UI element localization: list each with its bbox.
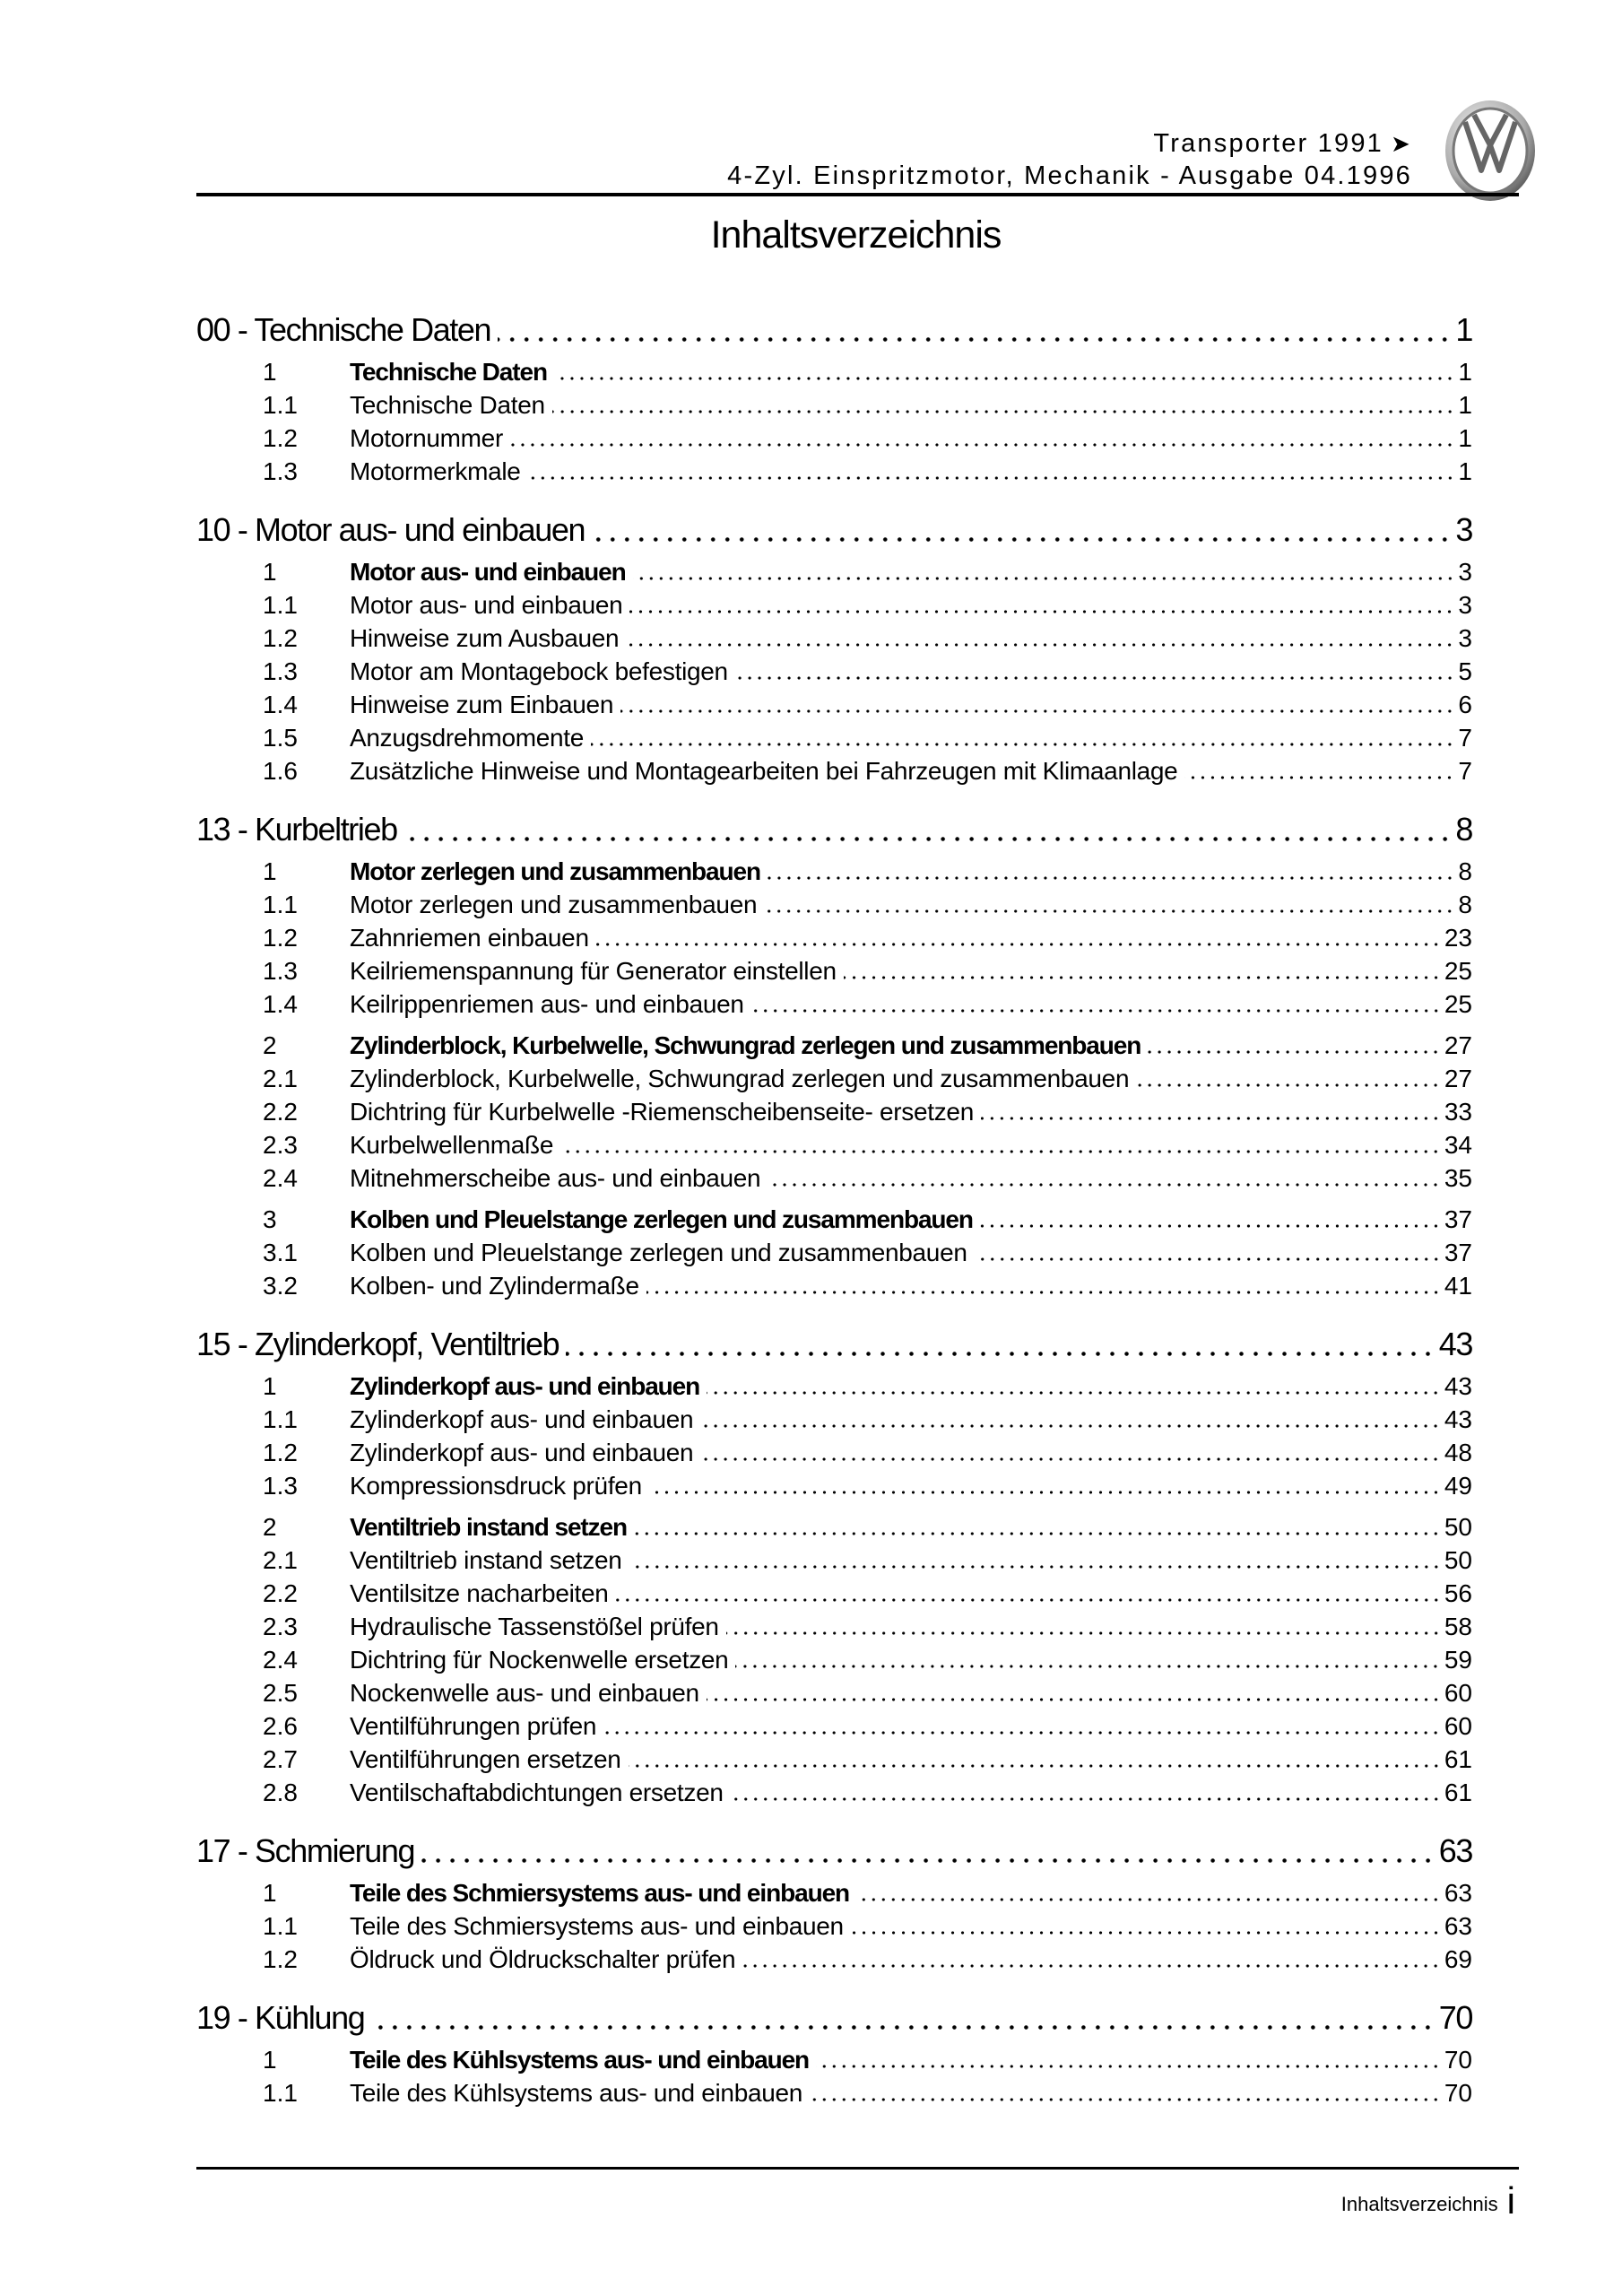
chapter-title: 10 - Motor aus- und einbauen [196, 511, 585, 548]
entry-page: 3 [1458, 591, 1472, 619]
toc-entry[interactable] [196, 1027, 1472, 1060]
toc-entry[interactable] [196, 1575, 1472, 1608]
header-subtitle: 4-Zyl. Einspritzmotor, Mechanik - Ausgabe 04.1996 [727, 161, 1412, 190]
chapter-entries [196, 1368, 1472, 1807]
entry-page: 3 [1458, 624, 1472, 652]
toc-chapter[interactable] [196, 1320, 1472, 1363]
entry-page: 25 [1444, 990, 1472, 1018]
entry-title: Kompressionsdruck prüfen [350, 1472, 642, 1500]
dot-leader [371, 2020, 1435, 2031]
entry-title: Ventilführungen prüfen [350, 1712, 597, 1740]
dot-leader [731, 1793, 1441, 1802]
entry-number: 1.3 [263, 1472, 298, 1500]
dot-leader [629, 1561, 1441, 1570]
entry-number: 1.1 [263, 1912, 298, 1940]
entry-title: Zylinderblock, Kurbelwelle, Schwungrad zerlegen und zusammenbauen [350, 1031, 1141, 1059]
toc-entry[interactable] [196, 1234, 1472, 1267]
toc-entry[interactable] [196, 1467, 1472, 1500]
entry-page: 50 [1444, 1546, 1472, 1574]
entry-number: 2.2 [263, 1098, 298, 1126]
dot-leader [552, 405, 1455, 414]
page-title: Inhaltsverzeichnis [710, 213, 1002, 257]
entry-page: 27 [1444, 1065, 1472, 1092]
entry-group [196, 853, 1472, 1019]
entry-title: Technische Daten [350, 391, 545, 419]
entry-title: Teile des Kühlsystems aus- und einbauen [350, 2079, 803, 2107]
entry-number: 2.2 [263, 1579, 298, 1607]
entry-page: 70 [1444, 2046, 1472, 2074]
dot-leader [554, 372, 1454, 381]
entry-number: 2.8 [263, 1779, 298, 1806]
entry-number: 1.5 [263, 724, 298, 752]
toc-entry[interactable] [196, 1368, 1472, 1401]
chapter-entries [196, 2041, 1472, 2108]
entry-number: 1.3 [263, 957, 298, 985]
dot-leader [975, 1253, 1441, 1262]
toc-entry[interactable] [196, 1126, 1472, 1160]
entry-page: 56 [1444, 1579, 1472, 1607]
dot-leader [735, 1660, 1440, 1669]
entry-number: 1.6 [263, 757, 298, 785]
toc-entry[interactable] [196, 919, 1472, 952]
entry-page: 7 [1458, 757, 1472, 785]
entry-page: 1 [1458, 424, 1472, 452]
entry-page: 70 [1444, 2079, 1472, 2107]
dot-leader [626, 639, 1454, 648]
dot-leader [700, 1453, 1441, 1462]
toc-entry[interactable] [196, 1741, 1472, 1774]
toc-entry[interactable] [196, 1093, 1472, 1126]
entry-title: Motor aus- und einbauen [350, 558, 626, 586]
entry-title: Motor zerlegen und zusammenbauen [350, 891, 758, 918]
entry-number: 1 [263, 857, 277, 885]
entry-title: Teile des Kühlsystems aus- und einbauen [350, 2046, 810, 2074]
toc-entry[interactable] [196, 1941, 1472, 1974]
dot-leader [498, 332, 1452, 343]
entry-page: 5 [1458, 657, 1472, 685]
entry-group [196, 1509, 1472, 1807]
entry-number: 2.4 [263, 1164, 298, 1192]
entry-title: Ventiltrieb instand setzen [350, 1546, 622, 1574]
entry-number: 1.2 [263, 1439, 298, 1466]
chapter-entries [196, 553, 1472, 786]
toc-entry[interactable] [196, 686, 1472, 719]
entry-title: Hinweise zum Einbauen [350, 691, 614, 718]
entry-title: Ventilsitze nacharbeiten [350, 1579, 609, 1607]
entry-page: 63 [1444, 1879, 1472, 1907]
toc-entry[interactable] [196, 1641, 1472, 1674]
entry-number: 2.1 [263, 1546, 298, 1574]
entry-group [196, 553, 1472, 786]
entry-page: 37 [1444, 1239, 1472, 1266]
chapter-page: 43 [1438, 1326, 1472, 1362]
toc-entry[interactable] [196, 752, 1472, 786]
chapter-title: 17 - Schmierung [196, 1832, 415, 1869]
entry-title: Kurbelwellenmaße [350, 1131, 554, 1159]
toc-chapter[interactable] [196, 1994, 1472, 2037]
toc-chapter[interactable] [196, 805, 1472, 848]
toc-entry[interactable] [196, 886, 1472, 919]
footer-label: Inhaltsverzeichnis [1340, 2193, 1498, 2215]
dot-leader [633, 572, 1455, 581]
entry-page: 25 [1444, 957, 1472, 985]
header-rule [196, 193, 1519, 196]
chapter-title: 15 - Zylinderkopf, Ventiltrieb [196, 1326, 559, 1362]
entry-number: 1.1 [263, 1405, 298, 1433]
dot-leader [735, 672, 1455, 681]
toc-entry[interactable] [196, 1542, 1472, 1575]
entry-number: 3 [263, 1205, 277, 1233]
entry-title: Hinweise zum Ausbauen [350, 624, 620, 652]
toc-entry[interactable] [196, 620, 1472, 653]
dot-leader [707, 1387, 1441, 1396]
header-vehicle [1153, 129, 1412, 159]
dot-leader [707, 1693, 1441, 1702]
dot-leader [646, 1286, 1441, 1295]
chapter-title: 00 - Technische Daten [196, 311, 491, 348]
toc-entry[interactable] [196, 587, 1472, 620]
toc-entry[interactable] [196, 1434, 1472, 1467]
entry-page: 58 [1444, 1613, 1472, 1640]
dot-leader [844, 971, 1441, 980]
entry-number: 2.3 [263, 1131, 298, 1159]
dot-leader [742, 1960, 1441, 1969]
entry-title: Teile des Schmiersystems aus- und einbauen [350, 1912, 844, 1940]
dot-leader [980, 1220, 1441, 1229]
entry-number: 1.3 [263, 457, 298, 485]
entry-number: 1.3 [263, 657, 298, 685]
entry-title: Zylinderblock, Kurbelwelle, Schwungrad zerlegen und zusammenbauen [350, 1065, 1130, 1092]
entry-number: 1.4 [263, 691, 298, 718]
toc-entry[interactable] [196, 1608, 1472, 1641]
entry-number: 2 [263, 1513, 277, 1541]
entry-page: 61 [1444, 1779, 1472, 1806]
toc-entry[interactable] [196, 553, 1472, 587]
toc-entry[interactable] [196, 1908, 1472, 1941]
entry-page: 61 [1444, 1745, 1472, 1773]
dot-leader [404, 831, 1453, 842]
entry-number: 1.2 [263, 1945, 298, 1973]
entry-title: Ventilschaftabdichtungen ersetzen [350, 1779, 724, 1806]
toc-entry[interactable] [196, 952, 1472, 986]
entry-page: 34 [1444, 1131, 1472, 1159]
dot-leader [616, 1594, 1441, 1603]
dot-leader [726, 1627, 1441, 1636]
table-of-contents [196, 306, 1472, 2108]
toc-entry[interactable] [196, 1401, 1472, 1434]
dot-leader [1148, 1046, 1441, 1055]
entry-page: 69 [1444, 1945, 1472, 1973]
entry-title: Dichtring für Kurbelwelle -Riemenscheibenseite- ersetzen [350, 1098, 974, 1126]
dot-leader [560, 1145, 1441, 1154]
dot-leader [1136, 1079, 1441, 1088]
dot-leader [1184, 771, 1454, 780]
chapter-page: 70 [1438, 1999, 1472, 2036]
entry-page: 7 [1458, 724, 1472, 752]
entry-page: 1 [1458, 358, 1472, 386]
dot-leader [700, 1420, 1441, 1429]
toc-entry[interactable] [196, 2074, 1472, 2108]
dot-leader [851, 1926, 1441, 1935]
entry-title: Technische Daten [350, 358, 547, 386]
entry-number: 1.1 [263, 891, 298, 918]
toc-entry[interactable] [196, 719, 1472, 752]
entry-page: 33 [1444, 1098, 1472, 1126]
entry-page: 8 [1458, 857, 1472, 885]
entry-number: 2.6 [263, 1712, 298, 1740]
entry-page: 37 [1444, 1205, 1472, 1233]
entry-title: Kolben und Pleuelstange zerlegen und zusammenbauen [350, 1239, 967, 1266]
entry-page: 50 [1444, 1513, 1472, 1541]
entry-number: 1.2 [263, 424, 298, 452]
entry-group [196, 2041, 1472, 2108]
toc-entry[interactable] [196, 986, 1472, 1019]
entry-page: 35 [1444, 1164, 1472, 1192]
entry-title: Zylinderkopf aus- und einbauen [350, 1439, 694, 1466]
entry-group [196, 1027, 1472, 1193]
dot-leader [596, 938, 1441, 947]
entry-number: 1 [263, 558, 277, 586]
toc-chapter[interactable] [196, 306, 1472, 349]
toc-entry[interactable] [196, 1267, 1472, 1300]
chapter-title: 19 - Kühlung [196, 1999, 365, 2036]
entry-title: Kolben- und Zylindermaße [350, 1272, 639, 1300]
entry-title: Zusätzliche Hinweise und Montagearbeiten bei Fahrzeugen mit Klimaanlage [350, 757, 1178, 785]
entry-number: 2.4 [263, 1646, 298, 1674]
entry-number: 2.1 [263, 1065, 298, 1092]
entry-page: 60 [1444, 1712, 1472, 1740]
entry-page: 59 [1444, 1646, 1472, 1674]
entry-number: 2 [263, 1031, 277, 1059]
dot-leader [751, 1004, 1441, 1013]
entry-title: Anzugsdrehmomente [350, 724, 585, 752]
entry-number: 2.7 [263, 1745, 298, 1773]
page-number: i [1506, 2179, 1515, 2222]
toc-entry[interactable] [196, 453, 1472, 486]
entry-title: Motor am Montagebock befestigen [350, 657, 728, 685]
entry-title: Ventiltrieb instand setzen [350, 1513, 628, 1541]
footer-rule [196, 2167, 1519, 2170]
chapter-entries [196, 353, 1472, 486]
footer [1340, 2179, 1515, 2222]
arrow-right-icon: ➤ [1391, 130, 1412, 157]
toc-entry[interactable] [196, 1160, 1472, 1193]
toc-entry[interactable] [196, 653, 1472, 686]
entry-group [196, 1201, 1472, 1300]
entry-number: 1.2 [263, 624, 298, 652]
entry-title: Mitnehmerscheibe aus- und einbauen [350, 1164, 761, 1192]
entry-number: 3.1 [263, 1239, 298, 1266]
entry-title: Motor aus- und einbauen [350, 591, 623, 619]
entry-title: Nockenwelle aus- und einbauen [350, 1679, 699, 1707]
entry-number: 1.1 [263, 2079, 298, 2107]
entry-page: 1 [1458, 457, 1472, 485]
entry-page: 27 [1444, 1031, 1472, 1059]
entry-page: 6 [1458, 691, 1472, 718]
toc-entry[interactable] [196, 1509, 1472, 1542]
dot-leader [768, 1178, 1441, 1187]
toc-entry[interactable] [196, 1674, 1472, 1708]
entry-title: Motornummer [350, 424, 503, 452]
entry-number: 2.3 [263, 1613, 298, 1640]
dot-leader [528, 472, 1455, 481]
dot-leader [629, 605, 1454, 614]
toc-entry[interactable] [196, 853, 1472, 886]
entry-page: 23 [1444, 924, 1472, 952]
entry-number: 1 [263, 1372, 277, 1400]
entry-page: 1 [1458, 391, 1472, 419]
toc-entry[interactable] [196, 1060, 1472, 1093]
entry-page: 48 [1444, 1439, 1472, 1466]
entry-number: 1 [263, 1879, 277, 1907]
toc-chapter[interactable] [196, 506, 1472, 549]
dot-leader [768, 872, 1454, 881]
entry-title: Motor zerlegen und zusammenbauen [350, 857, 760, 885]
entry-page: 43 [1444, 1372, 1472, 1400]
entry-page: 43 [1444, 1405, 1472, 1433]
dot-leader [421, 1853, 1436, 1864]
entry-number: 1.4 [263, 990, 298, 1018]
dot-leader [566, 1346, 1436, 1357]
entry-title: Keilrippenriemen aus- und einbauen [350, 990, 744, 1018]
entry-title: Motormerkmale [350, 457, 521, 485]
entry-group [196, 1874, 1472, 1974]
entry-title: Kolben und Pleuelstange zerlegen und zusammenbauen [350, 1205, 973, 1233]
toc-entry[interactable] [196, 1774, 1472, 1807]
header-vehicle-text: Transporter 1991 [1153, 129, 1383, 158]
toc-entry[interactable] [196, 387, 1472, 420]
dot-leader [856, 1893, 1441, 1902]
dot-leader [591, 738, 1454, 747]
dot-leader [603, 1726, 1441, 1735]
entry-group [196, 353, 1472, 486]
chapter-page: 1 [1455, 311, 1472, 348]
entry-page: 49 [1444, 1472, 1472, 1500]
chapter-entries [196, 853, 1472, 1300]
entry-title: Hydraulische Tassenstößel prüfen [350, 1613, 719, 1640]
entry-number: 1.1 [263, 391, 298, 419]
entry-number: 1 [263, 358, 277, 386]
toc-entry[interactable] [196, 1201, 1472, 1234]
entry-number: 1.2 [263, 924, 298, 952]
entry-number: 1.1 [263, 591, 298, 619]
entry-title: Ventilführungen ersetzen [350, 1745, 621, 1773]
dot-leader [510, 439, 1454, 448]
entry-page: 60 [1444, 1679, 1472, 1707]
dot-leader [629, 1760, 1441, 1769]
dot-leader [634, 1527, 1441, 1536]
toc-entry[interactable] [196, 420, 1472, 453]
chapter-page: 8 [1455, 811, 1472, 848]
dot-leader [764, 905, 1454, 914]
toc-chapter[interactable] [196, 1827, 1472, 1870]
entry-title: Zahnriemen einbauen [350, 924, 589, 952]
entry-page: 8 [1458, 891, 1472, 918]
toc-entry[interactable] [196, 1874, 1472, 1908]
vw-logo-icon [1438, 99, 1542, 203]
entry-page: 41 [1444, 1272, 1472, 1300]
chapter-page: 3 [1455, 511, 1472, 548]
entry-number: 2.5 [263, 1679, 298, 1707]
toc-entry[interactable] [196, 1708, 1472, 1741]
dot-leader [620, 705, 1454, 714]
chapter-title: 13 - Kurbeltrieb [196, 811, 397, 848]
entry-title: Dichtring für Nockenwelle ersetzen [350, 1646, 729, 1674]
entry-title: Öldruck und Öldruckschalter prüfen [350, 1945, 736, 1973]
toc-entry[interactable] [196, 2041, 1472, 2074]
chapter-page: 63 [1438, 1832, 1472, 1869]
entry-group [196, 1368, 1472, 1500]
entry-title: Keilriemenspannung für Generator einstellen [350, 957, 837, 985]
entry-page: 3 [1458, 558, 1472, 586]
chapter-entries [196, 1874, 1472, 1974]
dot-leader [981, 1112, 1441, 1121]
entry-number: 1 [263, 2046, 277, 2074]
toc-entry[interactable] [196, 353, 1472, 387]
entry-page: 63 [1444, 1912, 1472, 1940]
dot-leader [810, 2093, 1441, 2102]
entry-number: 3.2 [263, 1272, 298, 1300]
entry-title: Teile des Schmiersystems aus- und einbauen [350, 1879, 850, 1907]
entry-title: Zylinderkopf aus- und einbauen [350, 1372, 700, 1400]
dot-leader [649, 1486, 1441, 1495]
dot-leader [816, 2060, 1441, 2069]
entry-title: Zylinderkopf aus- und einbauen [350, 1405, 694, 1433]
dot-leader [592, 532, 1452, 543]
